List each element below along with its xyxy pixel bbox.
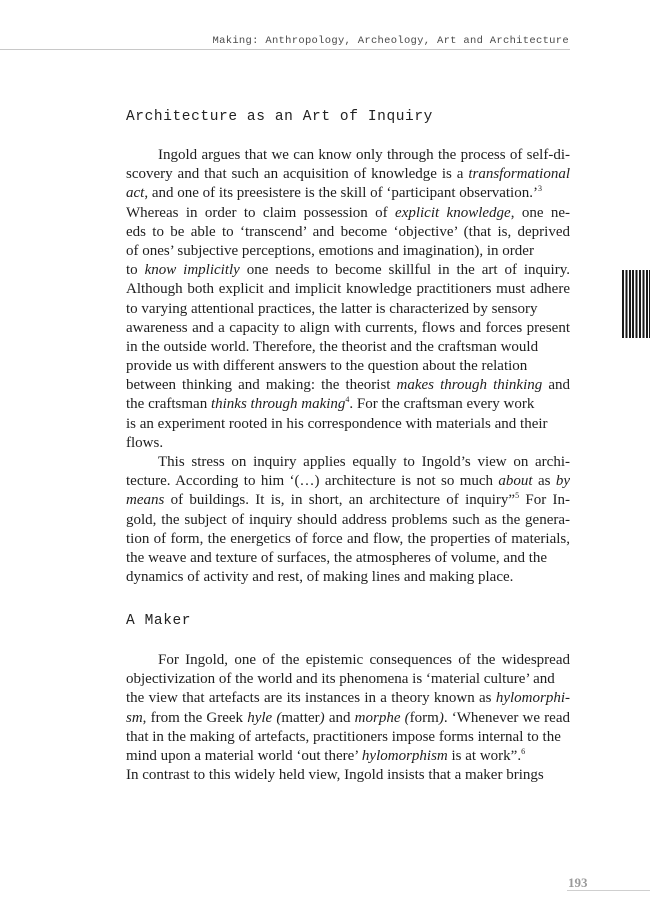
footer-divider <box>567 890 650 891</box>
text-run: This stress on inquiry applies equally to Ingold’s view on archi- <box>158 454 570 470</box>
text-run: , one ne- <box>510 204 571 221</box>
footnote-ref: 3 <box>537 184 542 194</box>
text-run: In contrast to this widely held view, Ingold insists that a maker brings <box>126 767 544 784</box>
text-line <box>126 357 570 376</box>
text-run: of buildings. It is, in short, an architecture of inquiry” <box>164 492 516 509</box>
text-run: means <box>126 492 165 509</box>
text-run: is an experiment rooted in his correspondence with materials and their <box>126 415 548 432</box>
text-run: awareness and a capacity to align with currents, flows and forces present <box>126 319 570 336</box>
text-line <box>126 689 570 708</box>
text-run: dynamics of activity and rest, of making lines and making place. <box>126 569 514 586</box>
text-run: explicit knowledge <box>395 204 511 221</box>
text-run: to <box>126 262 145 279</box>
text-line <box>126 511 570 530</box>
text-line <box>126 453 570 472</box>
text-run: , and one of its preesistere is the skill of ‘participant observation.’ <box>144 185 538 202</box>
footnote-ref: 4 <box>345 395 350 405</box>
text-run: flows. <box>126 434 164 451</box>
text-line <box>126 204 570 223</box>
text-run: the weave and texture of surfaces, the atmospheres of volume, and the <box>126 549 548 566</box>
text-run: hylomorphi- <box>495 690 570 707</box>
text-run: transformational <box>468 166 570 183</box>
text-run: thinks through making <box>210 396 346 413</box>
running-head: Making: Anthropology, Archeology, Art and Architecture <box>212 35 569 47</box>
text-line <box>126 395 570 414</box>
text-line <box>126 568 570 587</box>
text-run: tecture. According to him ‘(…) architecture is not so much <box>126 473 499 490</box>
text-run: the view that artefacts are its instances in a theory known as <box>126 690 496 707</box>
text-run: tion of form, the energetics of force and flow, the properties of materials, <box>126 530 570 547</box>
text-line <box>126 184 570 203</box>
text-line <box>126 376 570 395</box>
text-run: . For the craftsman every work <box>349 396 535 413</box>
text-line <box>126 338 570 357</box>
text-run: act <box>126 185 145 202</box>
text-line <box>126 319 570 338</box>
text-run: is at work”. <box>447 747 522 764</box>
text-run: ) <box>438 709 444 726</box>
text-run: Whereas in order to claim possession of <box>126 204 396 221</box>
text-line <box>126 280 570 299</box>
text-run: morphe ( <box>354 709 410 726</box>
text-line <box>126 491 570 510</box>
text-run: to varying attentional practices, the latter is characterized by sensory <box>126 300 538 317</box>
text-line <box>126 747 570 766</box>
text-run: objectivization of the world and its phenomena is ‘material culture’ and <box>126 671 555 688</box>
section-heading-inquiry: Architecture as an Art of Inquiry <box>126 109 433 125</box>
text-run: ) <box>319 709 325 726</box>
text-run: that in the making of artefacts, practitioners impose forms internal to the <box>126 728 561 745</box>
text-run: eds to be able to ‘transcend’ and become ‘objective’ (that is, deprived <box>126 223 570 240</box>
text-run: by <box>555 473 570 490</box>
text-line <box>126 223 570 242</box>
text-run: , from the Greek <box>142 709 248 726</box>
text-run: Although both explicit and implicit knowledge practitioners must adhere <box>126 281 570 298</box>
text-run: the craftsman <box>126 396 211 413</box>
text-line <box>126 261 570 280</box>
text-run: Ingold argues that we can know only through the process of self-di- <box>158 147 570 163</box>
text-run: of ones’ subjective perceptions, emotions and imagination), in order <box>126 242 534 259</box>
text-run: hylomorphism <box>361 747 448 764</box>
text-line <box>126 242 570 261</box>
text-line <box>126 434 570 453</box>
text-line <box>126 766 570 785</box>
text-line <box>126 165 570 184</box>
text-line <box>126 530 570 549</box>
section-body-maker <box>126 651 570 785</box>
text-run: For In- <box>519 492 571 509</box>
text-run: matter <box>281 709 320 726</box>
text-run: makes through thinking <box>396 377 543 394</box>
footnote-ref: 5 <box>515 491 520 501</box>
text-run: in the outside world. Therefore, the theorist and the craftsman would <box>126 338 539 355</box>
text-line <box>126 472 570 491</box>
page-number: 193 <box>568 875 588 890</box>
text-line <box>126 651 570 670</box>
text-line <box>126 415 570 434</box>
text-run: mind upon a material world ‘out there’ <box>126 747 362 764</box>
text-line <box>126 146 570 165</box>
text-run: as <box>532 473 556 490</box>
text-run: provide us with different answers to the question about the relation <box>126 358 528 375</box>
text-run: . ‘Whenever we read <box>443 709 570 726</box>
text-run: and <box>542 377 570 394</box>
text-run: For Ingold, one of the epistemic consequences of the widespread <box>158 652 570 668</box>
text-line <box>126 549 570 568</box>
chapter-tab-marker <box>622 270 650 338</box>
text-run: about <box>498 473 533 490</box>
text-run: hyle ( <box>247 709 282 726</box>
footnote-ref: 6 <box>521 746 526 756</box>
text-run: and <box>324 709 355 726</box>
text-line <box>126 728 570 747</box>
text-line <box>126 300 570 319</box>
text-run: know implicitly <box>144 262 240 279</box>
header-divider <box>0 49 570 50</box>
text-run: scovery and that such an acquisition of knowledge is a <box>126 166 469 183</box>
section-heading-maker: A Maker <box>126 613 192 629</box>
text-run: form <box>409 709 439 726</box>
text-run: gold, the subject of inquiry should address problems such as the genera- <box>126 511 570 528</box>
text-run: one needs to become skillful in the art of inquiry. <box>239 262 570 279</box>
text-run: between thinking and making: the theorist <box>126 377 397 394</box>
text-run: sm <box>126 709 143 726</box>
text-line <box>126 670 570 689</box>
section-body-inquiry <box>126 146 570 587</box>
text-line <box>126 709 570 728</box>
